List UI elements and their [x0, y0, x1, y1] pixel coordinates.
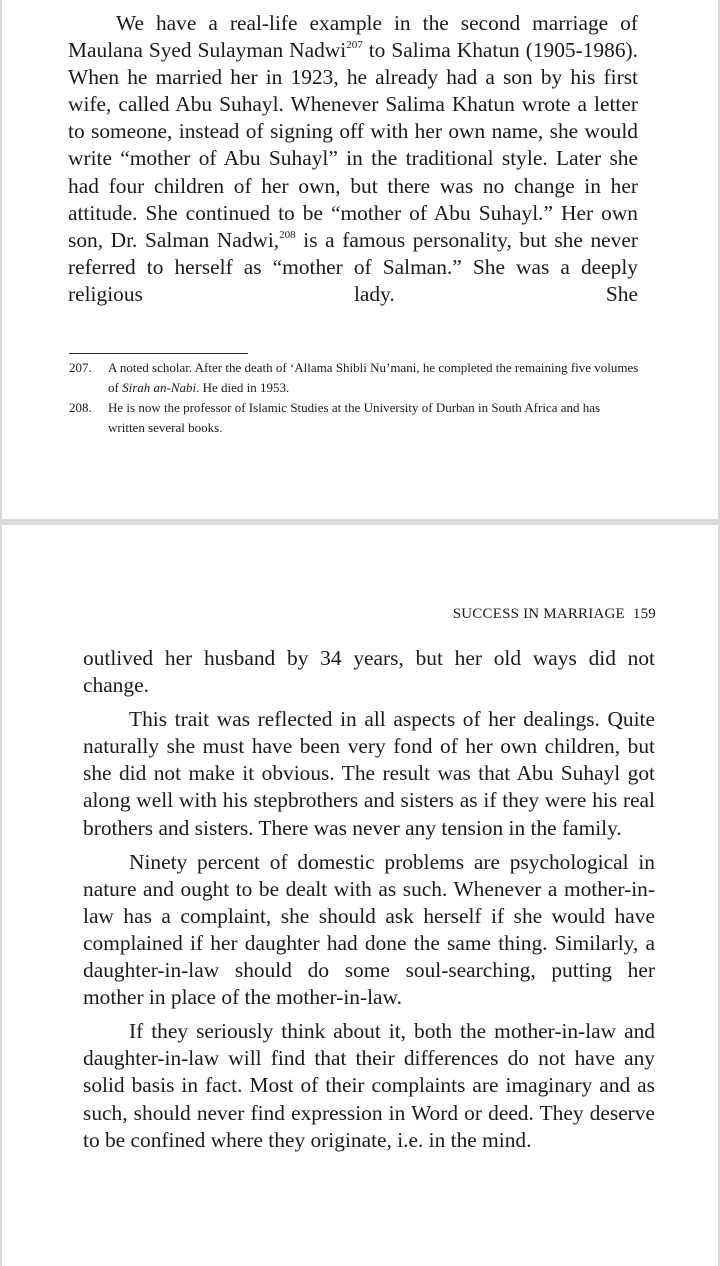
footnotes: [69, 358, 640, 438]
running-head: [453, 606, 656, 623]
page-number: 159: [632, 606, 656, 622]
paragraph-text: We have a real-life example in the second marriage of Maulana Syed Sulayman Nadwi: [68, 11, 638, 63]
page-bottom: [2, 525, 718, 1266]
footnote-208: [69, 398, 640, 438]
page-top: [2, 0, 718, 519]
paragraph-text: to Salima Khatun (1905-1986). When he married her in 1923, he already had a son by his first wife, called Abu Suhayl. Whenever Salima Khatun wrote a letter to someone, instead of signing off with her own name, she would write “mother of Abu Suhayl” in the traditional style. Later she had four children of her own, but there was no change in her attitude. She continued to be “mother of Abu Suhayl.” Her own son, Dr. Salman Nadwi,: [68, 38, 638, 252]
footnote-divider: [69, 353, 248, 354]
footnote-number: 208.: [69, 400, 92, 415]
paragraph: If they seriously think about it, both the mother-in-law and daughter-in-law will find that their differences do not have any solid basis in fact. Most of their complaints are imaginary and as such, should never find expression in Word or deed. They deserve to be confined where they originate, i.e. in the mind.: [83, 1019, 655, 1152]
footnote-ref-207[interactable]: 207: [346, 39, 363, 52]
footnote-text-part: A noted scholar. After the death of ‘Allama Shibli Nu’mani, he completed the remaining five volumes of: [108, 360, 639, 395]
top-body-text: [68, 10, 638, 308]
book-title: Sirah an-Nabi: [122, 380, 197, 395]
footnote-number: 207.: [69, 360, 92, 375]
paragraph: Ninety percent of domestic problems are psychological in nature and ought to be dealt with as such. Whenever a mother-in-law has a complaint, she should ask herself if she would have complained if her daughter had done the same thing. Similarly, a daughter-in-law should do some soul-searching, putting her mother in place of the mother-in-law.: [83, 849, 655, 1010]
paragraph-text: is a famous personality, but she never referred to herself as “mother of Salman.” She was a deeply religious lady. She: [68, 227, 638, 306]
top-paragraph: [68, 10, 638, 308]
footnote-207: [69, 358, 640, 398]
footnote-ref-208[interactable]: 208: [279, 228, 296, 241]
footnote-text: He is now the professor of Islamic Studies at the University of Durban in South Africa and has written several books.: [108, 400, 601, 435]
paragraph: This trait was reflected in all aspects of her dealings. Quite naturally she must have been very fond of her own children, but she did not make it obvious. The result was that Abu Suhayl got along well with his stepbrothers and sisters as if they were his real brothers and sisters. There was never any tension in the family.: [83, 707, 655, 840]
paragraph-continued: outlived her husband by 34 years, but her old ways did not change.: [83, 646, 655, 698]
footnote-text-part: . He died in 1953.: [196, 380, 290, 395]
bottom-body-text: [83, 645, 655, 1161]
running-head-title: SUCCESS IN MARRIAGE: [452, 606, 625, 622]
footnote-text: [108, 358, 640, 398]
